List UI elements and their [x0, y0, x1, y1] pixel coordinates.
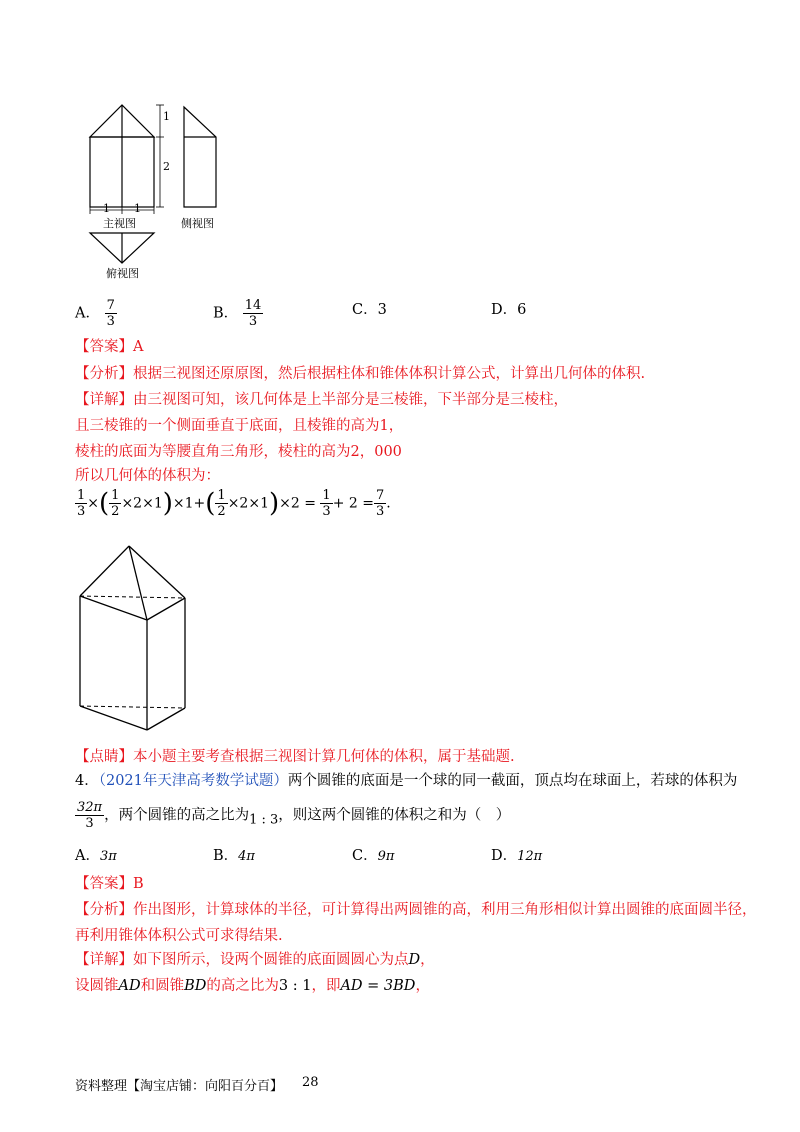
- fraction: $\frac{32\pi}{3}$: [77, 800, 103, 831]
- solid-figure: [72, 540, 192, 740]
- q4-analysis-2: 再利用锥体体积公式可求得结果.: [75, 928, 283, 944]
- q4-stem-line-1: 4．（2021年天津高考数学试题）两个圆锥的底面是一个球的同一截面，顶点均在球面上，若球的体积为: [75, 773, 738, 789]
- paren: ): [162, 488, 173, 519]
- q3-analysis: 【分析】根据三视图还原原图，然后根据柱体和锥体体积计算公式，计算出几何体的体积.: [75, 366, 646, 382]
- fraction: $\frac{14}{3}$: [244, 298, 262, 329]
- dim-side-label: 2: [163, 160, 170, 173]
- front-view-label: 主视图: [103, 217, 136, 230]
- fraction: $\frac{7}{3}$: [375, 488, 385, 519]
- side-view-label: 侧视图: [181, 217, 214, 230]
- q4-detail-2: 设圆锥AD和圆锥BD的高之比为3 : 1，即AD = 3BD，: [75, 978, 430, 994]
- paren: (: [205, 488, 216, 519]
- paren: (: [99, 488, 110, 519]
- q4-option-d: D．12π: [491, 848, 543, 864]
- q3-option-b: B． $\frac{14}{3}$: [213, 298, 262, 329]
- fraction: $\frac{1}{2}$: [217, 488, 226, 519]
- q3-comment: 【点睛】本小题主要考查根据三视图计算几何体的体积，属于基础题.: [75, 749, 515, 765]
- q3-option-d: D．6: [491, 302, 527, 318]
- three-view-drawing: [80, 95, 230, 285]
- top-view-label: 俯视图: [106, 267, 139, 280]
- q3-detail-4: 所以几何体的体积为：: [75, 468, 220, 484]
- side-view-shape: [184, 107, 216, 207]
- q3-detail-2: 且三棱锥的一个侧面垂直于底面，且棱锥的高为1，: [75, 418, 404, 434]
- q4-detail-1: 【详解】如下图所示，设两个圆锥的底面圆圆心为点D，: [75, 952, 435, 968]
- dim-top-label: 1: [163, 110, 170, 123]
- q3-detail-3: 棱柱的底面为等腰直角三角形，棱柱的高为2，000: [75, 444, 402, 460]
- q4-analysis-1: 【分析】作出图形，计算球体的半径，可计算得出两圆锥的高，利用三角形相似计算出圆锥的底面圆半径，: [75, 902, 757, 918]
- q4-option-b: B．4π: [213, 848, 255, 864]
- fraction: $\frac{1}{3}$: [322, 488, 331, 519]
- q4-source: （2021年天津高考数学试题）: [98, 773, 288, 789]
- q3-detail-1: 【详解】由三视图可知，该几何体是上半部分是三棱锥，下半部分是三棱柱，: [75, 392, 568, 408]
- q3-option-c: C．3: [352, 302, 387, 318]
- q3-answer: 【答案】A: [75, 339, 144, 355]
- q4-number: 4．: [75, 773, 99, 789]
- fraction: $\frac{1}{2}$: [111, 488, 120, 519]
- footer-source: 资料整理【淘宝店铺：向阳百分百】: [75, 1079, 284, 1094]
- fraction: $\frac{1}{3}$: [77, 488, 86, 519]
- fraction: $\frac{7}{3}$: [106, 298, 115, 329]
- dim-bottom-right-label: 1: [134, 202, 141, 215]
- q3-option-a: A． $\frac{7}{3}$: [75, 298, 115, 329]
- q4-stem-line-2: $\frac{32\pi}{3}$ ，两个圆锥的高之比为1 : 3，则这两个圆锥的体积之和为（ ）: [77, 800, 511, 831]
- dim-bottom-left-label: 1: [103, 202, 110, 215]
- q3-volume-formula: $\frac{1}{3}$ ×( $\frac{1}{2}$ ×2×1)×1+( $\frac{1}{2}$ ×2×1)×2 = $\frac{1}{3}$ + 2 = $\frac{7}{3}$ .: [77, 488, 391, 519]
- page-number: 28: [302, 1075, 319, 1090]
- q4-option-c: C．9π: [352, 848, 395, 864]
- q4-option-a: A．3π: [75, 848, 117, 864]
- paren: ): [268, 488, 280, 519]
- q4-answer: 【答案】B: [75, 876, 144, 892]
